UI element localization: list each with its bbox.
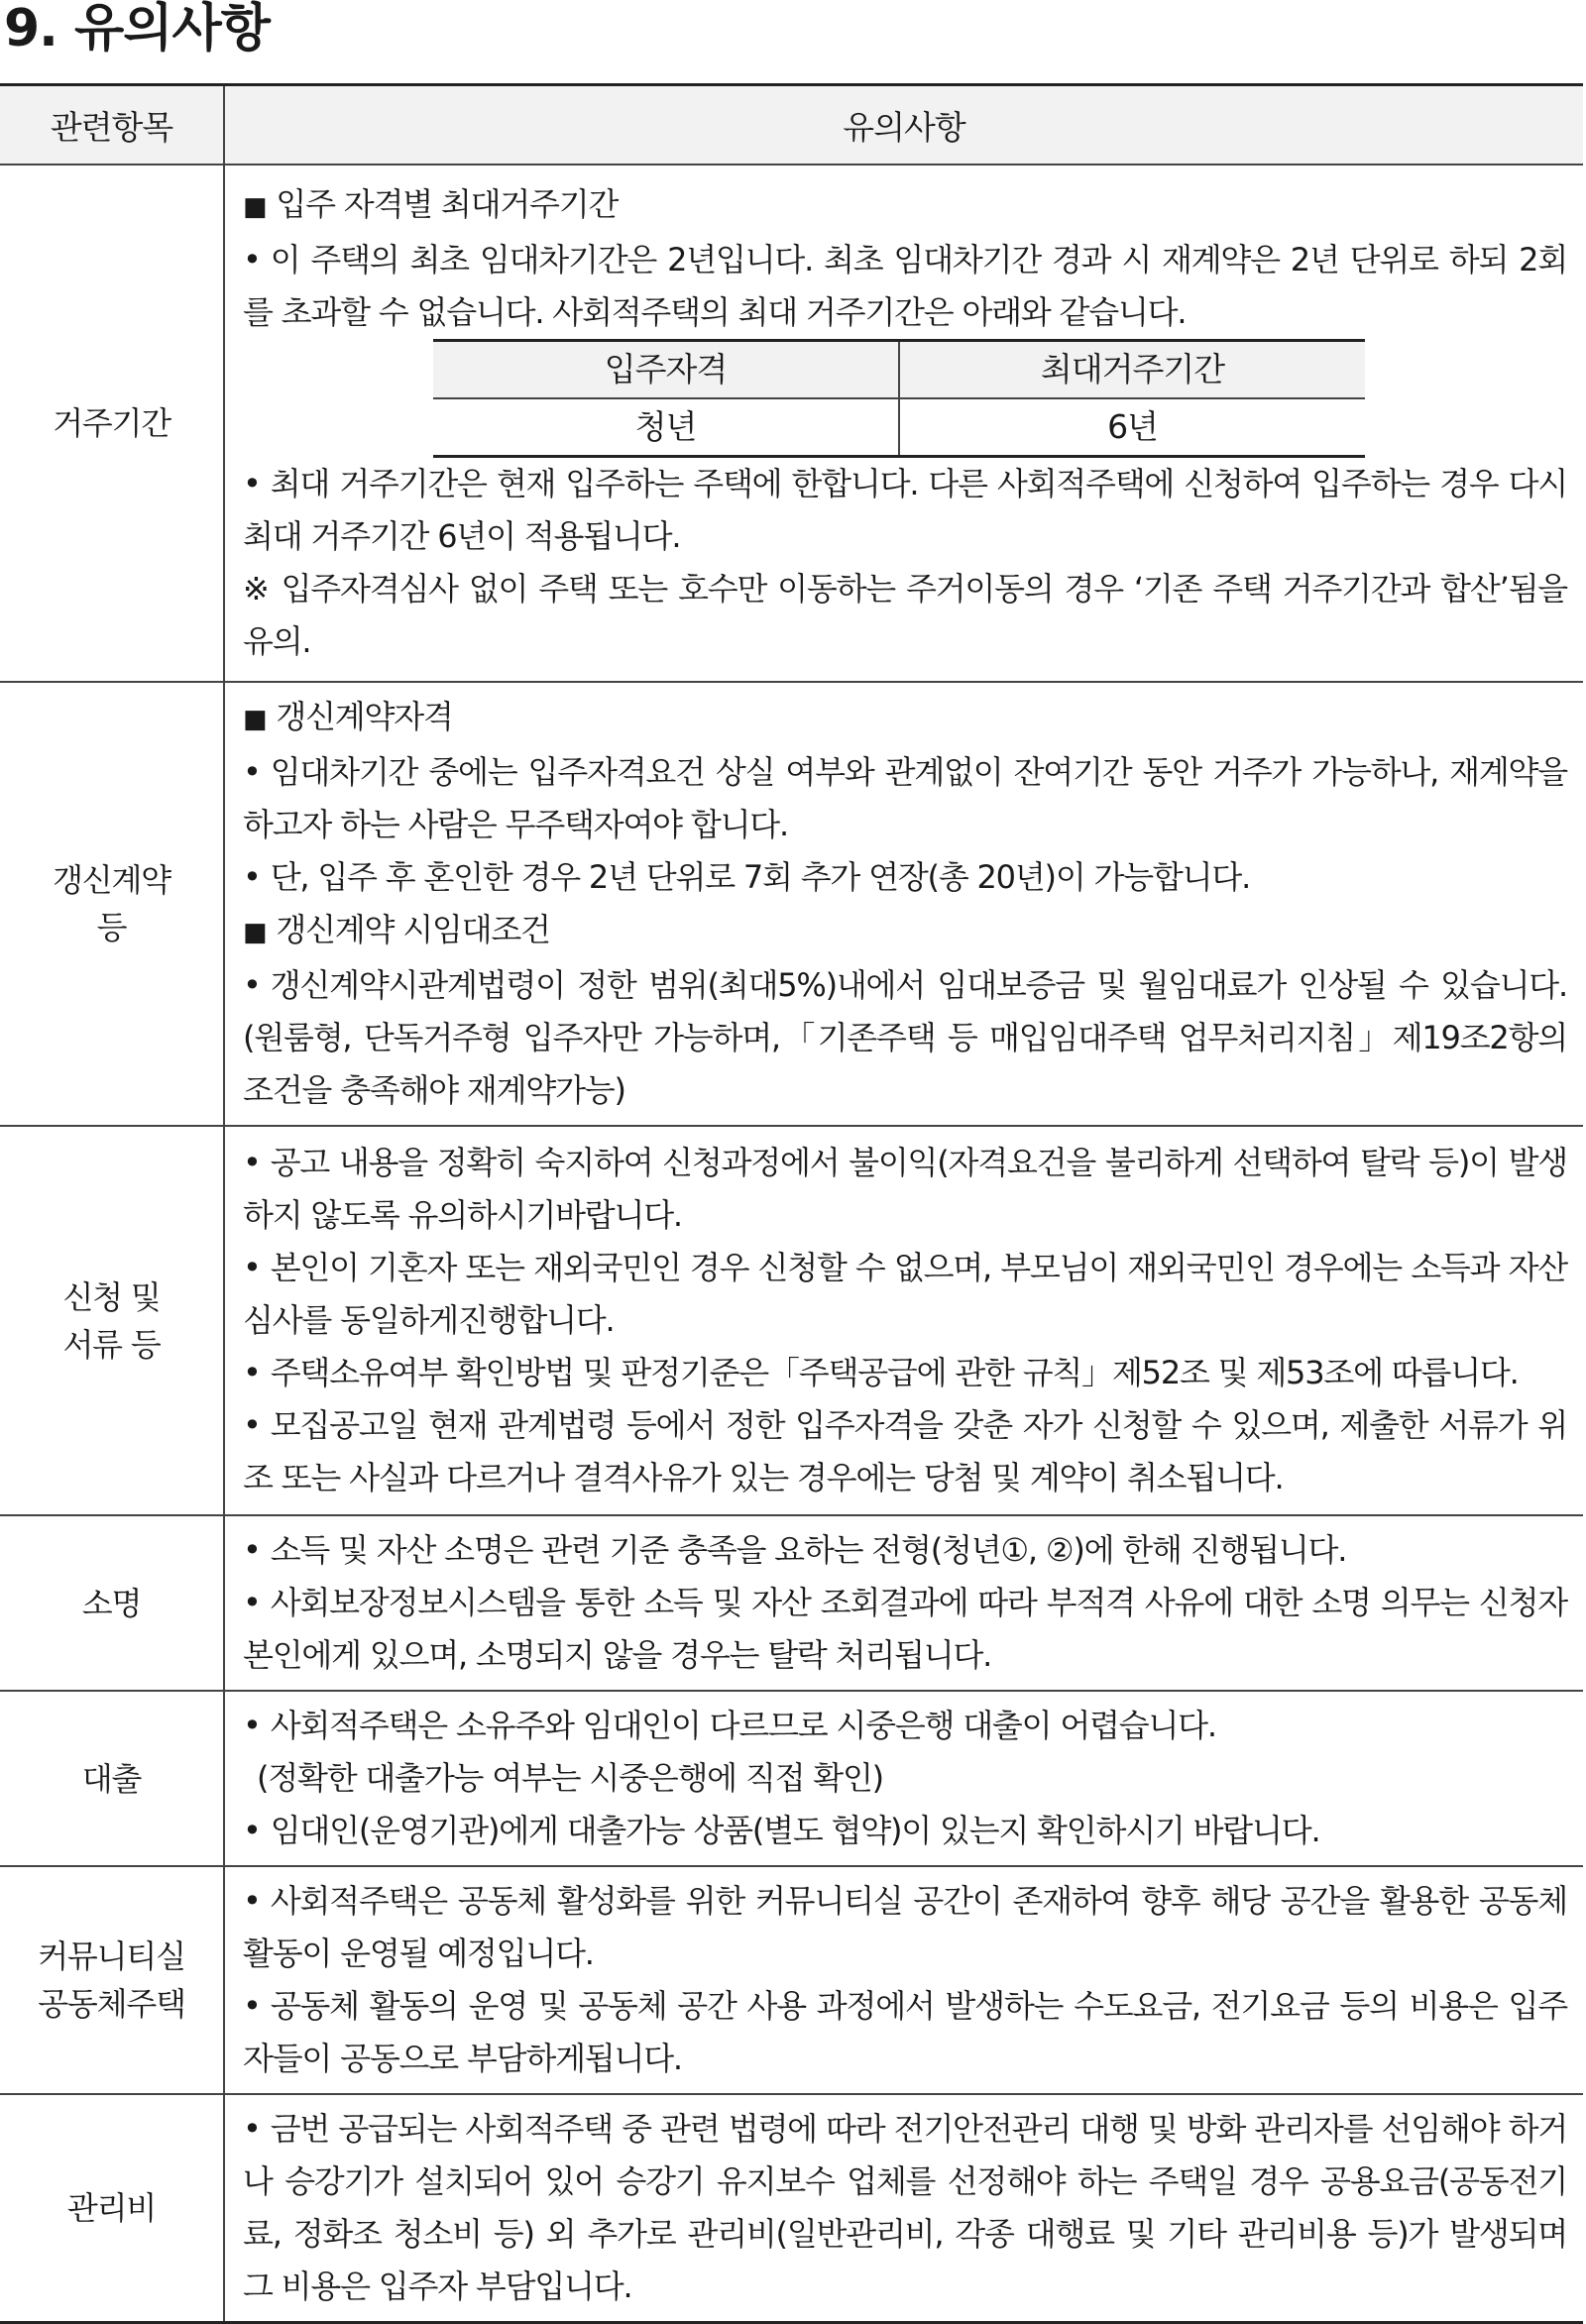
label-text: 관리비 xyxy=(66,2189,157,2227)
label-text: 커뮤니티실 xyxy=(38,1937,185,1975)
table-header-row xyxy=(0,85,1583,166)
row-label-application xyxy=(0,1126,224,1515)
table-row-application xyxy=(0,1126,1583,1515)
table-row-fees xyxy=(0,2094,1583,2323)
loan-paragraph-1: • 사회적주택은 소유주와 임대인이 다르므로 시중은행 대출이 어렵습니다. xyxy=(243,1700,1567,1752)
row-label-fees xyxy=(0,2094,224,2323)
label-text: 신청 및 xyxy=(62,1277,161,1316)
explanation-paragraph-1: • 소득 및 자산 소명은 관련 기준 충족을 요하는 전형(청년①, ②)에 한해 진행됩니다. xyxy=(243,1524,1567,1577)
header-precautions: 유의사항 xyxy=(224,85,1583,166)
residence-note: ※ 입주자격심사 없이 주택 또는 호수만 이동하는 주거이동의 경우 ‘기존 주택 거주기간과 합산’됨을 유의. xyxy=(243,570,1567,660)
explanation-paragraph-2: • 사회보장정보시스템을 통한 소득 및 자산 조회결과에 따라 부적격 사유에 대한 소명 의무는 신청자 본인에게 있으며, 소명되지 않을 경우는 탈락 처리됩니다. xyxy=(243,1577,1567,1682)
sub-header-max-period: 최대거주기간 xyxy=(899,341,1365,399)
row-label-renewal xyxy=(0,682,224,1126)
fees-paragraph-1: • 금번 공급되는 사회적주택 중 관련 법령에 따라 전기안전관리 대행 및 방화 관리자를 선임해야 하거나 승강기가 설치되어 있어 승강기 유지보수 업체를 선정해야 하는 주택일 경우 공용요금(공동전기료, 정화조 청소비 등) 외 추가로 관리비(일반관리비, 각종 대행료 및 기타 관리비용 등)가 발생되며 그 비용은 입주자 부담입니다. xyxy=(243,2103,1567,2313)
row-content-community xyxy=(224,1866,1583,2094)
label-text: 거주기간 xyxy=(53,404,170,442)
section-title: 9. 유의사항 xyxy=(4,0,270,58)
label-text: 서류 등 xyxy=(62,1325,161,1364)
application-paragraph-3: • 주택소유여부 확인방법 및 판정기준은「주택공급에 관한 규칙」제52조 및 제53조에 따릅니다. xyxy=(243,1347,1567,1399)
row-content-explanation xyxy=(224,1515,1583,1691)
header-related-item: 관련항목 xyxy=(0,85,224,166)
application-paragraph-4: • 모집공고일 현재 관계법령 등에서 정한 입주자격을 갖춘 자가 신청할 수 있으며, 제출한 서류가 위조 또는 사실과 다르거나 결격사유가 있는 경우에는 당첨 및 계약이 취소됩니다. xyxy=(243,1399,1567,1504)
renewal-heading-1: ■ 갱신계약자격 xyxy=(243,691,1567,746)
row-label-loan xyxy=(0,1691,224,1866)
sub-cell-period: 6년 xyxy=(1107,407,1158,446)
label-text: 공동체주택 xyxy=(38,1985,185,2023)
table-row-residence xyxy=(0,165,1583,682)
max-residence-table xyxy=(433,339,1365,458)
row-label-residence xyxy=(0,165,224,682)
label-text: 등 xyxy=(96,909,127,946)
renewal-paragraph-1: • 임대차기간 중에는 입주자격요건 상실 여부와 관계없이 잔여기간 동안 거주가 가능하나, 재계약을 하고자 하는 사람은 무주택자여야 합니다. xyxy=(243,746,1567,851)
label-text: 소명 xyxy=(81,1584,142,1622)
sub-cell-qualification: 청년 xyxy=(433,398,899,457)
residence-heading: ■ 입주 자격별 최대거주기간 xyxy=(243,178,1567,234)
loan-paragraph-2: • 임대인(운영기관)에게 대출가능 상품(별도 협약)이 있는지 확인하시기 바랍니다. xyxy=(243,1805,1567,1857)
row-content-renewal xyxy=(224,682,1583,1126)
row-content-loan xyxy=(224,1691,1583,1866)
row-content-application xyxy=(224,1126,1583,1515)
renewal-paragraph-3: • 갱신계약시관계법령이 정한 범위(최대5%)내에서 임대보증금 및 월임대료가 인상될 수 있습니다. (원룸형, 단독거주형 입주자만 가능하며,「기존주택 등 매입임대주택 업무처리지침」제19조2항의 조건을 충족해야 재계약가능) xyxy=(243,959,1567,1117)
table-row-renewal xyxy=(0,682,1583,1126)
sub-header-qualification: 입주자격 xyxy=(433,341,899,399)
renewal-paragraph-2: • 단, 입주 후 혼인한 경우 2년 단위로 7회 추가 연장(총 20년)이 가능합니다. xyxy=(243,851,1567,904)
table-row-explanation xyxy=(0,1515,1583,1691)
table-row-community xyxy=(0,1866,1583,2094)
residence-paragraph-1: • 이 주택의 최초 임대차기간은 2년입니다. 최초 임대차기간 경과 시 재계약은 2년 단위로 하되 2회를 초과할 수 없습니다. 사회적주택의 최대 거주기간은 아래와 같습니다. xyxy=(243,234,1567,339)
residence-paragraph-2: • 최대 거주기간은 현재 입주하는 주택에 한합니다. 다른 사회적주택에 신청하여 입주하는 경우 다시 최대 거주기간 6년이 적용됩니다. xyxy=(243,458,1567,563)
row-label-explanation xyxy=(0,1515,224,1691)
row-content-residence xyxy=(224,165,1583,682)
application-paragraph-2: • 본인이 기혼자 또는 재외국민인 경우 신청할 수 없으며, 부모님이 재외국민인 경우에는 소득과 자산 심사를 동일하게진행합니다. xyxy=(243,1242,1567,1347)
label-text: 갱신계약 xyxy=(53,861,170,899)
loan-note: (정확한 대출가능 여부는 시중은행에 직접 확인) xyxy=(257,1759,883,1797)
label-text: 대출 xyxy=(81,1759,142,1798)
renewal-heading-2: ■ 갱신계약 시임대조건 xyxy=(243,904,1567,959)
application-paragraph-1: • 공고 내용을 정확히 숙지하여 신청과정에서 불이익(자격요건을 불리하게 선택하여 탈락 등)이 발생하지 않도록 유의하시기바랍니다. xyxy=(243,1137,1567,1242)
table-row-loan xyxy=(0,1691,1583,1866)
community-paragraph-2: • 공동체 활동의 운영 및 공동체 공간 사용 과정에서 발생하는 수도요금, 전기요금 등의 비용은 입주자들이 공동으로 부담하게됩니다. xyxy=(243,1980,1567,2085)
precautions-table xyxy=(0,83,1583,2324)
row-content-fees xyxy=(224,2094,1583,2323)
row-label-community xyxy=(0,1866,224,2094)
community-paragraph-1: • 사회적주택은 공동체 활성화를 위한 커뮤니티실 공간이 존재하여 향후 해당 공간을 활용한 공동체 활동이 운영될 예정입니다. xyxy=(243,1875,1567,1980)
